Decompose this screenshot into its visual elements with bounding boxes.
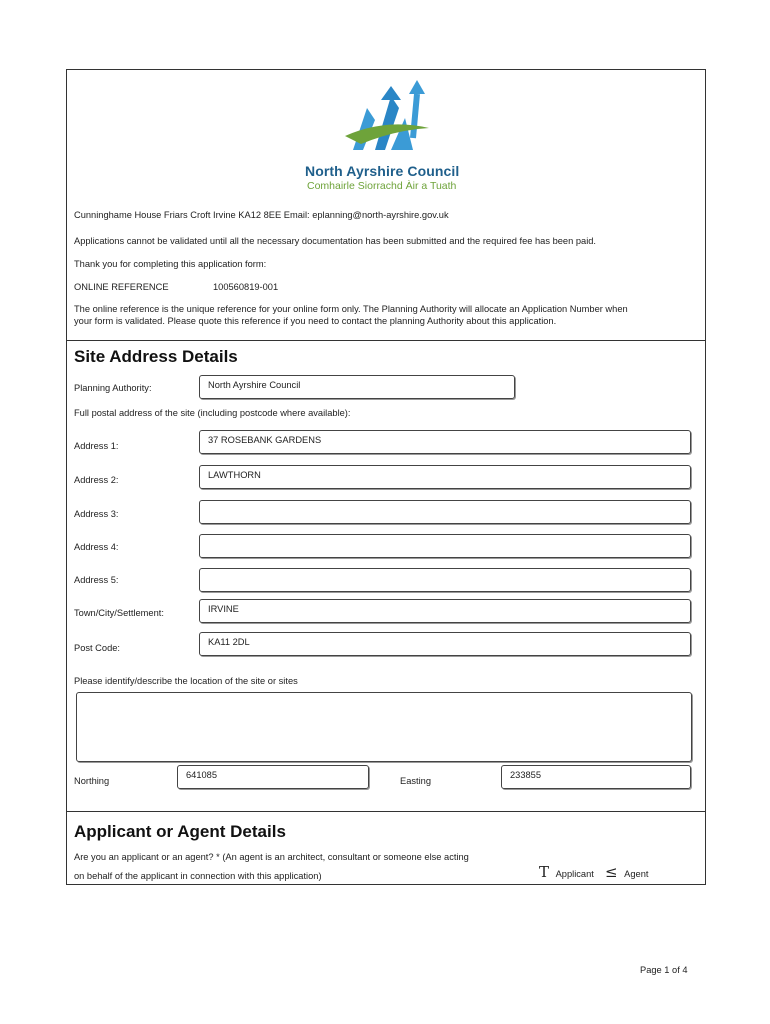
form-header (67, 70, 705, 341)
northing-label: Northing (74, 776, 110, 786)
reference-note-line1: The online reference is the unique reference for your online form only. The Planning Authority will allocate an Application Number when (74, 304, 628, 314)
applicant-question-line1: Are you an applicant or an agent? * (An agent is an architect, consultant or someone else acting (74, 852, 469, 862)
agent-radio-icon[interactable]: ≤ (605, 863, 618, 881)
location-description-field[interactable] (76, 692, 692, 762)
postcode-field[interactable]: KA11 2DL (199, 632, 691, 656)
address4-label: Address 4: (74, 542, 119, 552)
applicant-agent-title: Applicant or Agent Details (74, 822, 286, 841)
address5-field[interactable] (199, 568, 691, 592)
council-name: North Ayrshire Council (305, 163, 460, 179)
online-reference-value: 100560819-001 (213, 282, 279, 292)
address2-field[interactable]: LAWTHORN (199, 465, 691, 489)
full-address-prompt: Full postal address of the site (including postcode where available): (74, 408, 351, 418)
address1-field[interactable]: 37 ROSEBANK GARDENS (199, 430, 691, 454)
applicant-agent-section (67, 812, 705, 884)
thanks-text: Thank you for completing this application form: (74, 259, 267, 269)
planning-authority-label: Planning Authority: (74, 383, 152, 393)
address2-label: Address 2: (74, 475, 119, 485)
town-label: Town/City/Settlement: (74, 608, 164, 618)
address1-label: Address 1: (74, 441, 119, 451)
postcode-label: Post Code: (74, 643, 120, 653)
address5-label: Address 5: (74, 575, 119, 585)
applicant-option[interactable] (539, 863, 594, 881)
address3-label: Address 3: (74, 509, 119, 519)
easting-label: Easting (400, 776, 432, 786)
address3-field[interactable] (199, 500, 691, 524)
address4-field[interactable] (199, 534, 691, 558)
planning-authority-field[interactable]: North Ayrshire Council (199, 375, 515, 399)
online-reference-label: ONLINE REFERENCE (74, 282, 169, 292)
council-gaelic-name: Comhairle Siorrachd Àir a Tuath (307, 180, 457, 192)
site-address-section (67, 341, 705, 812)
application-form (66, 69, 706, 885)
easting-field[interactable]: 233855 (501, 765, 691, 789)
applicant-question-line2: on behalf of the applicant in connection with this application) (74, 871, 322, 881)
validation-notice: Applications cannot be validated until all the necessary documentation has been submitted and the required fee has been paid. (74, 236, 597, 246)
council-address: Cunninghame House Friars Croft Irvine KA12 8EE Email: eplanning@north-ayrshire.gov.uk (74, 210, 449, 220)
agent-option[interactable] (605, 863, 648, 881)
location-prompt: Please identify/describe the location of the site or sites (74, 676, 298, 686)
reference-note-line2: your form is validated. Please quote this reference if you need to contact the planning Authority about this application. (74, 316, 557, 326)
northing-field[interactable]: 641085 (177, 765, 369, 789)
page-number: Page 1 of 4 (640, 965, 688, 975)
applicant-option-label: Applicant (555, 869, 594, 879)
site-address-title: Site Address Details (74, 347, 238, 366)
town-field[interactable]: IRVINE (199, 599, 691, 623)
agent-option-label: Agent (624, 869, 649, 879)
applicant-radio-icon[interactable]: T (539, 863, 550, 881)
